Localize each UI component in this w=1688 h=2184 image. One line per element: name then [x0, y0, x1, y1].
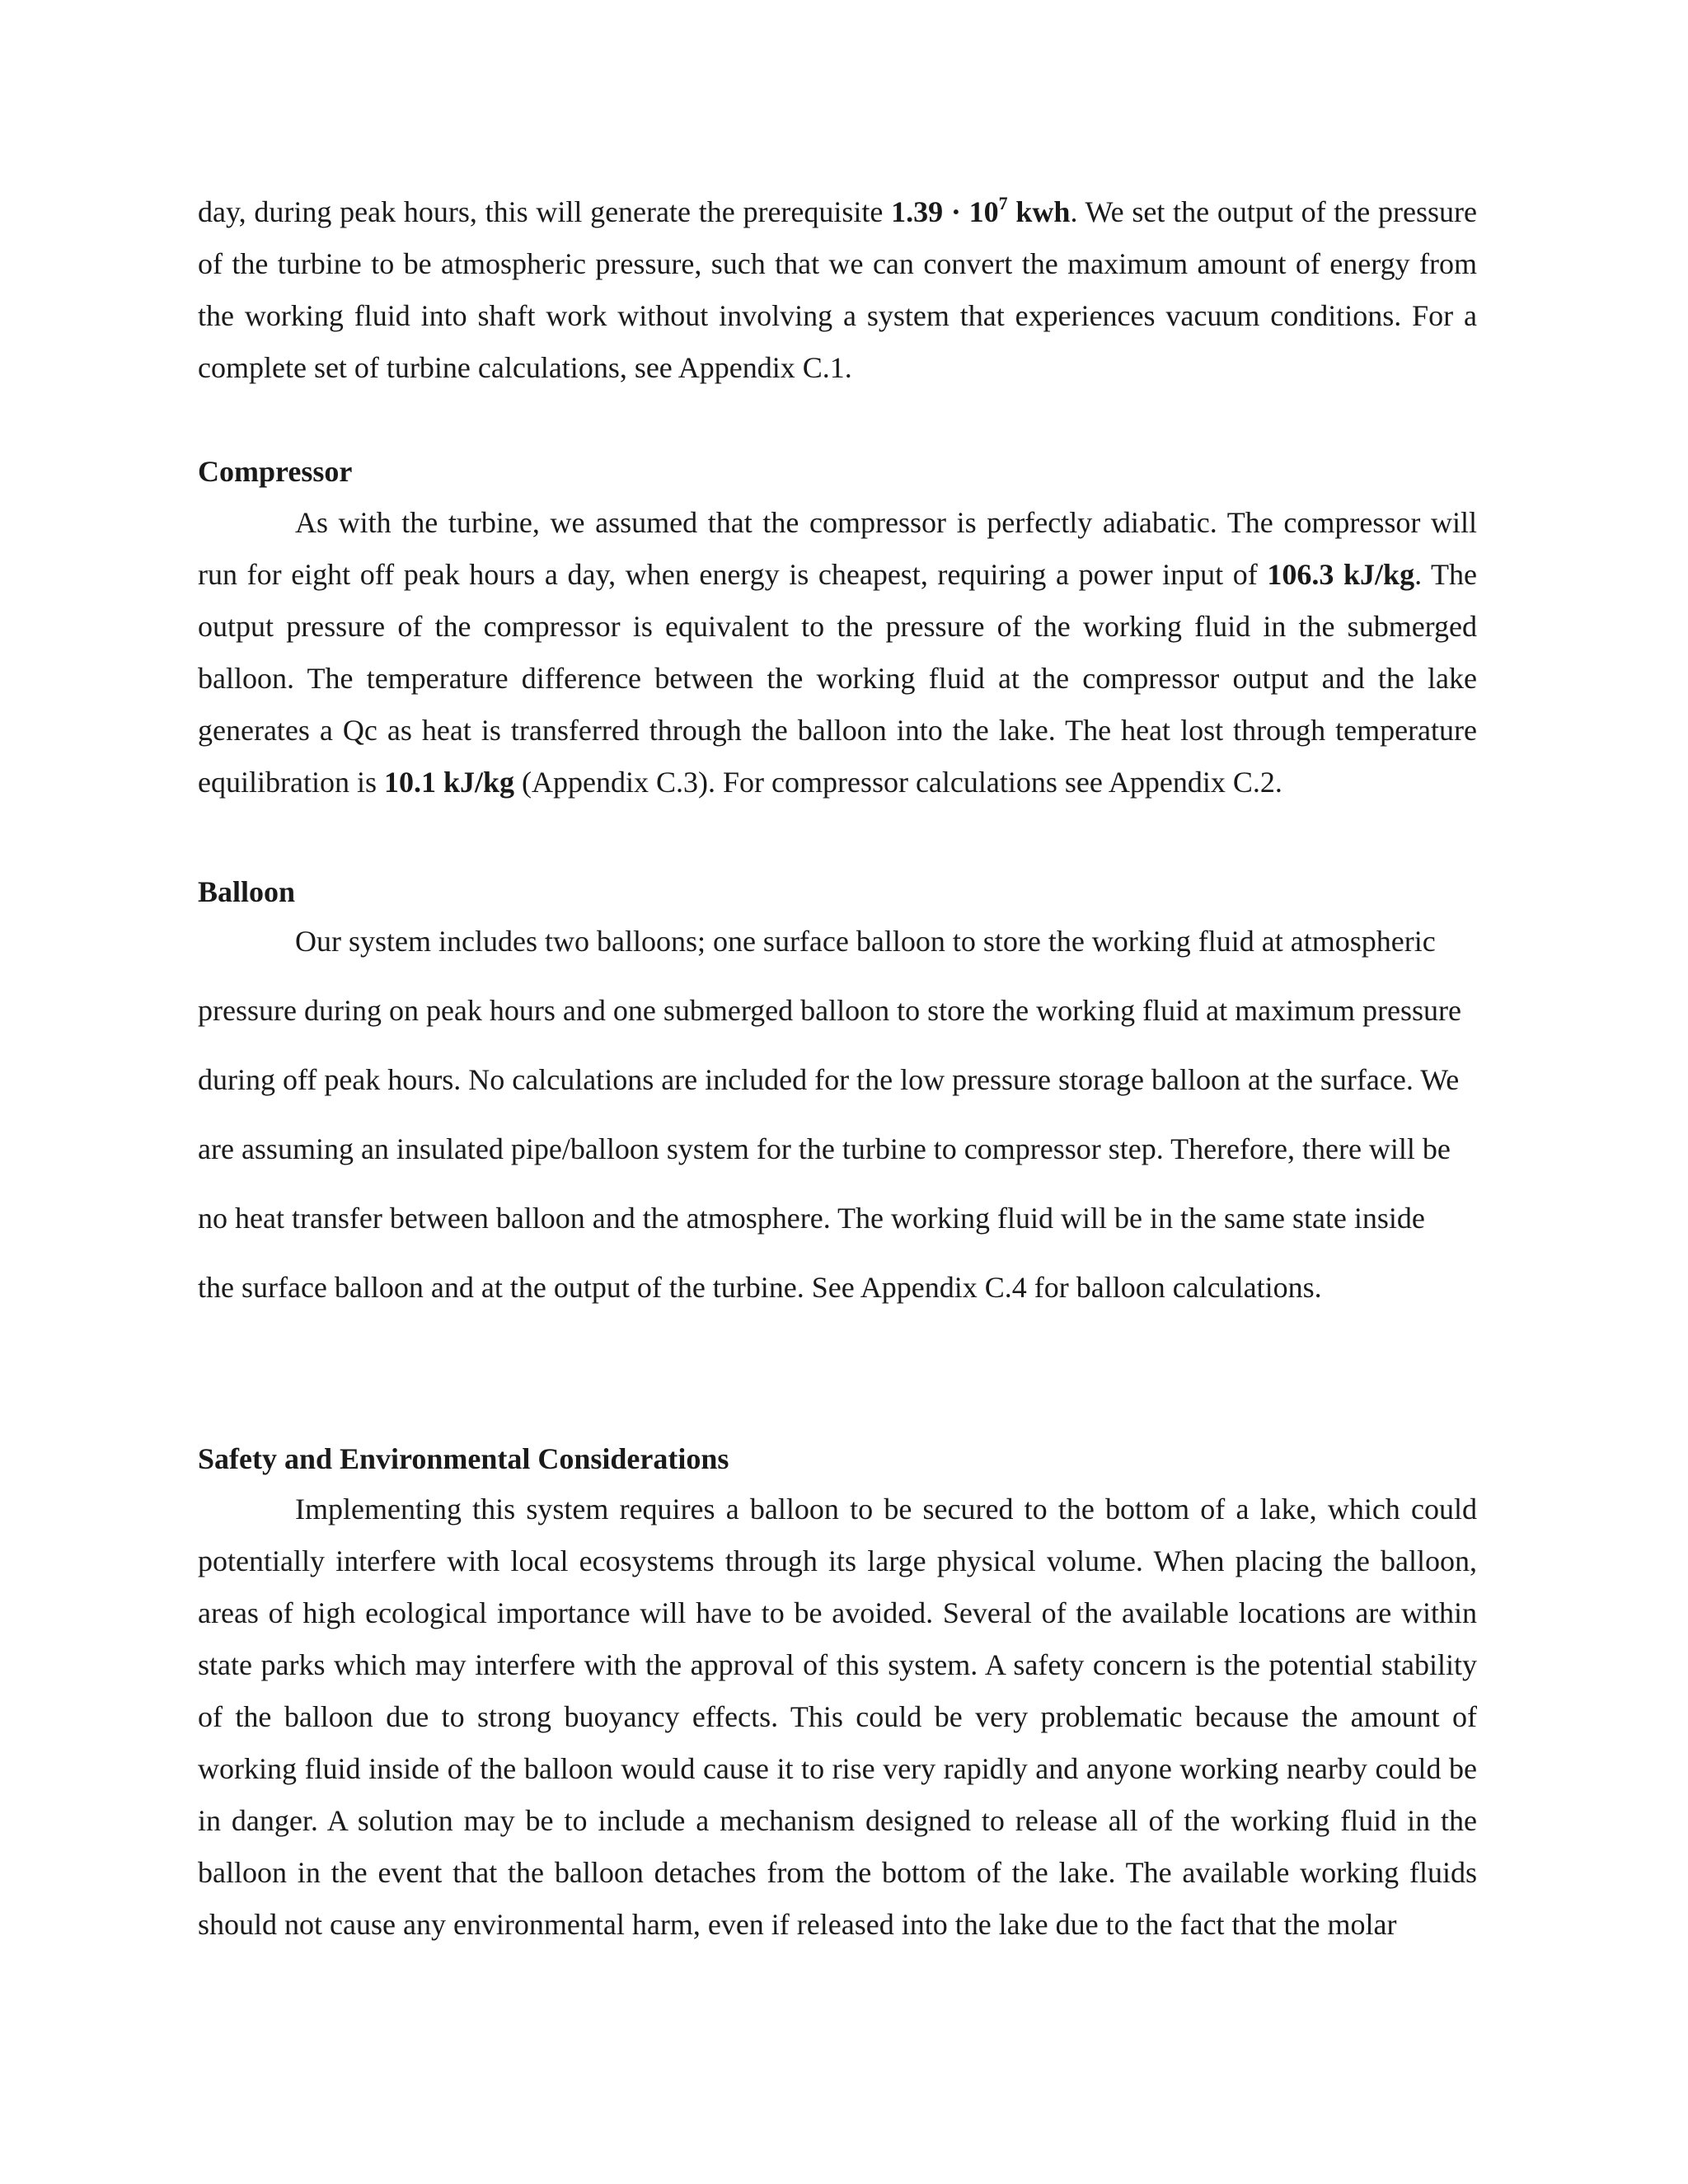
intro-text-post: . We set the output of the pressure of the turbine to be atmospheric pressure, such that we can convert the maximum amount of energy from the working fluid into shaft work without involving a system that experiences vacuum conditions. For a complete set of turbine calculations, see Appendix C.1. — [198, 195, 1477, 384]
intro-text-pre: day, during peak hours, this will generate the prerequisite — [198, 195, 892, 228]
compressor-heading: Compressor — [198, 455, 353, 488]
energy-value: $1.39 \cdot 10^7$ kwh — [891, 193, 1071, 228]
compressor-paragraph: As with the turbine, we assumed that the compressor is perfectly adiabatic. The compressor will run for eight off peak hours a day, when energy is cheapest, requiring a power input of 106.3 kJ/kg. The output pressure of the compressor is equivalent to the pressure of the working fluid in the submerged balloon. The temperature difference between the working fluid at the compressor output and the lake generates a Qc as heat is transferred through the balloon into the lake. The heat lost through temperature equilibration is 10.1 kJ/kg (Appendix C.3). For compressor calculations see Appendix C.2. — [198, 506, 1478, 799]
safety-heading: Safety and Environmental Considerations — [198, 1442, 729, 1475]
heat-loss-value: 10.1 kJ/kg — [383, 766, 515, 799]
compressor-power-value: 106.3 kJ/kg — [1267, 558, 1415, 591]
intro-paragraph — [198, 186, 1477, 394]
balloon-heading: Balloon — [198, 875, 296, 908]
safety-paragraph: Implementing this system requires a balloon to be secured to the bottom of a lake, which could potentially interfere with local ecosystems through its large physical volume. When placing the balloon, areas of high ecological importance will have to be avoided. Several of the available locations are within state parks which may interfere with the approval of this system. A safety concern is the potential stability of the balloon due to strong buoyancy effects. This could be very problematic because the amount of working fluid inside of the balloon would cause it to rise very rapidly and anyone working nearby could be in danger. A solution may be to include a mechanism designed to release all of the working fluid in the balloon in the event that the balloon detaches from the bottom of the lake. The available working fluids should not cause any environmental harm, even if released into the lake due to the fact that the molar — [198, 1493, 1477, 1941]
balloon-paragraph: Our system includes two balloons; one surface balloon to store the working fluid at atmospheric pressure during on peak hours and one submerged balloon to store the working fluid at maximum pressure during off peak hours. No calculations are included for the low pressure storage balloon at the surface. We are assuming an insulated pipe/balloon system for the turbine to compressor step. Therefore, there will be no heat transfer between balloon and the atmosphere. The working fluid will be in the same state inside the surface balloon and at the output of the turbine. See Appendix C.4 for balloon calculations. — [198, 925, 1462, 1304]
